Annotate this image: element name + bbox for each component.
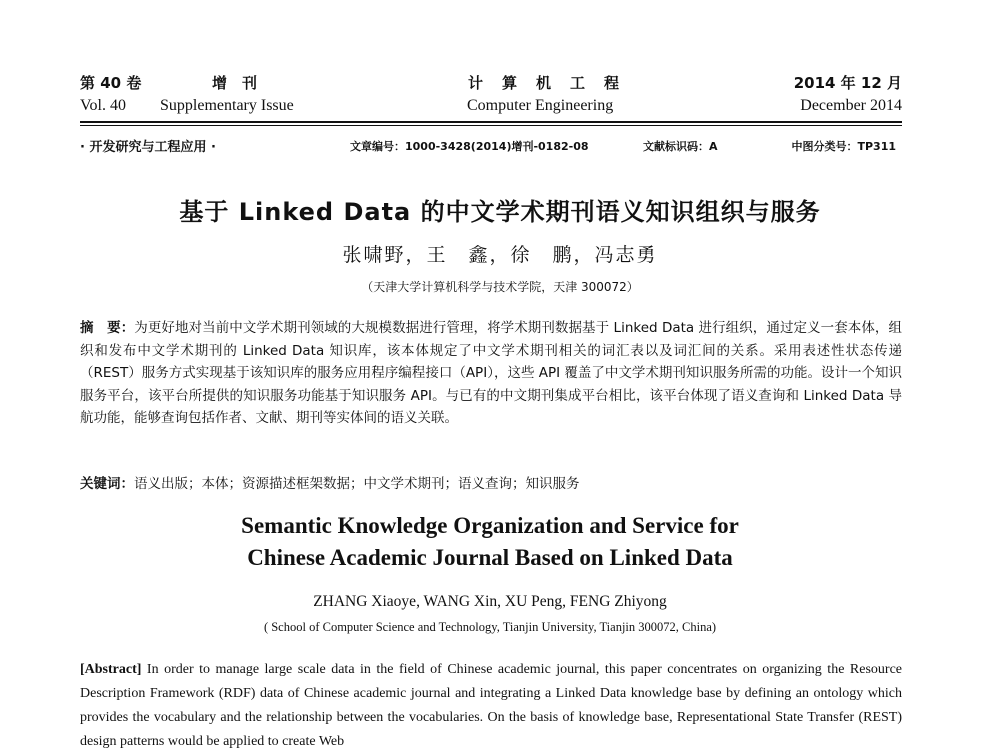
- issue-cn: 增 刊: [212, 74, 258, 92]
- volume-cn: 第 40 卷: [80, 74, 142, 92]
- title-chinese: 基于 Linked Data 的中文学术期刊语义知识组织与服务: [179, 198, 821, 226]
- abstract-text-cn: 为更好地对当前中文学术期刊领域的大规模数据进行管理，将学术期刊数据基于 Linked Data 进行组织，通过定义一套本体，组织和发布中文学术期刊的 Linked Data 知识库，该本体规定了中文学术期刊相关的词汇表以及词汇间的关系。采用表述性状态传递（REST）服务方式实现基于该知识库的服务应用程序编程接口（API），这些 API 覆盖了中文学术期刊知识服务所需的功能。设计一个知识服务平台，该平台所提供的知识服务功能基于知识服务 API。与已有的中文期刊集成平台相比，该平台体现了语义查询和 Linked Data 导航功能，能够查询包括作者、文献、期刊等实体间的语义关联。: [80, 320, 902, 426]
- affiliation-english: ( School of Computer Science and Technology, Tianjin University, Tianjin 300072, China): [263, 620, 717, 634]
- abstract-label-en: [Abstract]: [80, 662, 142, 677]
- volume-en: Vol. 40: [80, 97, 126, 114]
- column-label: · 开发研究与工程应用 ·: [80, 140, 216, 155]
- authors-english: ZHANG Xiaoye, WANG Xin, XU Peng, FENG Zhiyong: [313, 593, 667, 610]
- keywords-label-cn: 关键词：: [80, 476, 134, 492]
- title-en-line2: Chinese Academic Journal Based on Linked Data: [247, 545, 733, 570]
- abstract-chinese: [80, 317, 902, 430]
- keywords-chinese: [80, 472, 902, 492]
- authors-chinese: 张啸野，王 鑫，徐 鹏，冯志勇: [342, 244, 658, 266]
- issue-en: Supplementary Issue: [160, 97, 294, 114]
- abstract-english: [80, 658, 902, 754]
- date-en: December 2014: [800, 97, 902, 114]
- title-en-line1: Semantic Knowledge Organization and Service for: [241, 513, 739, 538]
- keywords-text-cn: 语义出版；本体；资源描述框架数据；中文学术期刊；语义查询；知识服务: [134, 476, 580, 492]
- classification-number: 中图分类号：TP311: [791, 140, 896, 153]
- journal-cn: 计 算 机 工 程: [468, 74, 622, 92]
- abstract-label-cn: 摘 要：: [80, 320, 135, 336]
- title-english: [0, 510, 980, 574]
- document-code: 文献标识码：A: [643, 140, 718, 153]
- abstract-text-en: In order to manage large scale data in the field of Chinese academic journal, this paper concentrates on organizing the Resource Description Framework (RDF) data of Chinese academic journal and integrating a Linked Data knowledge base by defining an ontology which provides the vocabulary and the relationship between the vocabularies. On the basis of knowledge base, Representational State Transfer (REST) design patterns would be applied to create Web: [80, 662, 902, 749]
- date-cn: 2014 年 12 月: [793, 74, 902, 92]
- article-number: 文章编号：1000-3428(2014)增刊-0182-08: [350, 140, 589, 153]
- header-rule: [80, 121, 902, 123]
- journal-en: Computer Engineering: [467, 97, 614, 114]
- affiliation-chinese: （天津大学计算机科学与技术学院，天津 300072）: [361, 280, 639, 294]
- header-rule-thin: [80, 125, 902, 126]
